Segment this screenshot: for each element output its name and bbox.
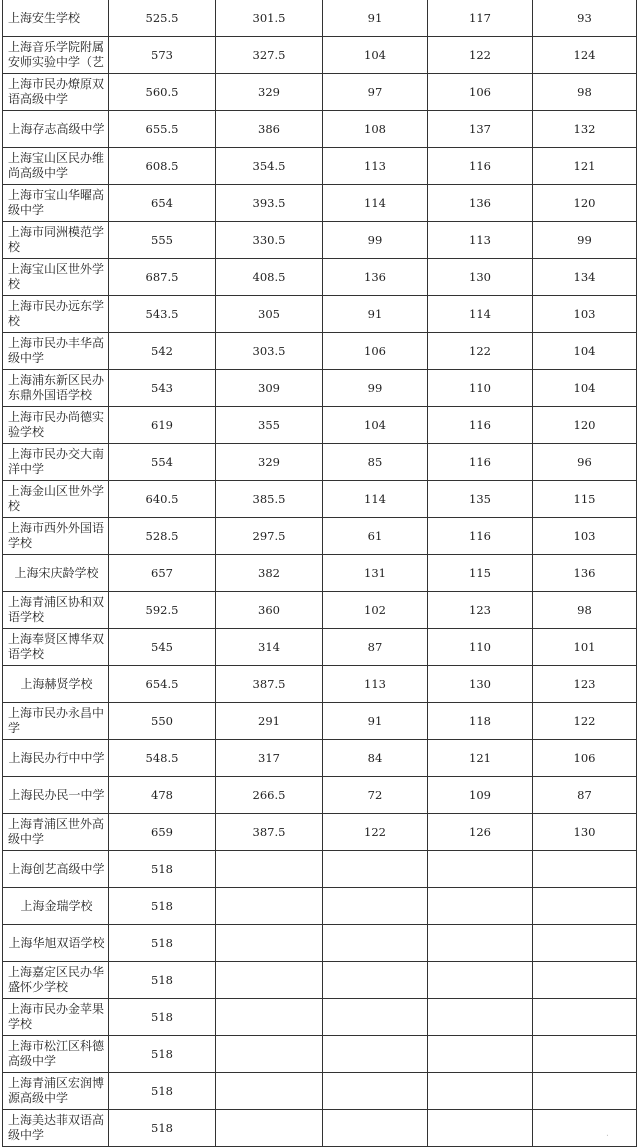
score-cell <box>323 1073 428 1110</box>
score-cell <box>428 1073 533 1110</box>
score-cell: 84 <box>323 740 428 777</box>
score-cell: 408.5 <box>216 259 323 296</box>
score-cell <box>216 1073 323 1110</box>
table-row <box>3 851 637 888</box>
table-row <box>3 370 637 407</box>
watermark: · <box>605 1131 609 1142</box>
score-cell: 120 <box>533 407 637 444</box>
score-cell: 542 <box>109 333 216 370</box>
score-cell: 327.5 <box>216 37 323 74</box>
school-name-cell: 上海创艺高级中学 <box>3 851 109 888</box>
score-cell <box>216 888 323 925</box>
score-cell: 301.5 <box>216 0 323 37</box>
table-row <box>3 888 637 925</box>
score-cell: 387.5 <box>216 814 323 851</box>
school-name-cell: 上海青浦区宏润博源高级中学 <box>3 1073 109 1110</box>
score-cell: 550 <box>109 703 216 740</box>
score-cell: 99 <box>323 370 428 407</box>
score-cell: 545 <box>109 629 216 666</box>
score-cell: 385.5 <box>216 481 323 518</box>
score-cell: 91 <box>323 703 428 740</box>
table-row <box>3 74 637 111</box>
score-cell <box>323 962 428 999</box>
score-cell <box>428 925 533 962</box>
score-cell: 560.5 <box>109 74 216 111</box>
score-cell: 116 <box>428 444 533 481</box>
score-cell: 134 <box>533 259 637 296</box>
score-cell: 114 <box>323 481 428 518</box>
score-cell: 99 <box>323 222 428 259</box>
school-name-cell: 上海宝山区民办维尚高级中学 <box>3 148 109 185</box>
score-cell: 87 <box>323 629 428 666</box>
score-cell: 131 <box>323 555 428 592</box>
school-name-cell: 上海市民办尚德实验学校 <box>3 407 109 444</box>
score-cell: 130 <box>533 814 637 851</box>
score-cell: 87 <box>533 777 637 814</box>
score-cell: 114 <box>428 296 533 333</box>
school-name-cell: 上海美达菲双语高级中学 <box>3 1110 109 1147</box>
score-cell: 382 <box>216 555 323 592</box>
score-cell <box>323 999 428 1036</box>
score-cell <box>533 1110 637 1147</box>
score-cell: 123 <box>428 592 533 629</box>
score-cell: 113 <box>428 222 533 259</box>
score-cell: 91 <box>323 0 428 37</box>
table-row <box>3 444 637 481</box>
score-cell: 101 <box>533 629 637 666</box>
score-cell: 554 <box>109 444 216 481</box>
score-cell <box>533 888 637 925</box>
school-name-cell: 上海市民办远东学校 <box>3 296 109 333</box>
table-row <box>3 814 637 851</box>
score-cell: 687.5 <box>109 259 216 296</box>
score-cell: 548.5 <box>109 740 216 777</box>
score-cell <box>428 888 533 925</box>
school-name-cell: 上海音乐学院附属安师实验中学（艺 <box>3 37 109 74</box>
table-row <box>3 666 637 703</box>
score-cell <box>216 1036 323 1073</box>
score-cell <box>323 851 428 888</box>
school-name-cell: 上海宝山区世外学校 <box>3 259 109 296</box>
school-name-cell: 上海市同洲模范学校 <box>3 222 109 259</box>
score-cell <box>216 1110 323 1147</box>
table-row <box>3 629 637 666</box>
score-cell: 360 <box>216 592 323 629</box>
score-cell: 136 <box>323 259 428 296</box>
school-name-cell: 上海市宝山华曜高级中学 <box>3 185 109 222</box>
score-cell: 113 <box>323 666 428 703</box>
score-cell: 137 <box>428 111 533 148</box>
table-row <box>3 481 637 518</box>
score-cell: 104 <box>533 333 637 370</box>
score-cell: 518 <box>109 851 216 888</box>
score-cell <box>216 925 323 962</box>
score-cell: 655.5 <box>109 111 216 148</box>
score-cell: 329 <box>216 74 323 111</box>
score-cell: 115 <box>533 481 637 518</box>
school-name-cell: 上海青浦区世外高级中学 <box>3 814 109 851</box>
score-cell <box>323 888 428 925</box>
score-cell: 518 <box>109 1036 216 1073</box>
table-row <box>3 148 637 185</box>
score-cell <box>216 962 323 999</box>
table-row <box>3 962 637 999</box>
score-cell: 122 <box>428 333 533 370</box>
score-cell: 124 <box>533 37 637 74</box>
score-cell: 132 <box>533 111 637 148</box>
school-name-cell: 上海市民办永昌中学 <box>3 703 109 740</box>
school-name-cell: 上海安生学校 <box>3 0 109 37</box>
score-cell: 114 <box>323 185 428 222</box>
score-cell: 122 <box>323 814 428 851</box>
score-cell: 120 <box>533 185 637 222</box>
school-name-cell: 上海市民办燎原双语高级中学 <box>3 74 109 111</box>
score-cell: 478 <box>109 777 216 814</box>
score-cell: 330.5 <box>216 222 323 259</box>
score-cell: 640.5 <box>109 481 216 518</box>
school-name-cell: 上海市民办金苹果学校 <box>3 999 109 1036</box>
score-cell: 305 <box>216 296 323 333</box>
score-cell: 518 <box>109 1110 216 1147</box>
score-cell: 291 <box>216 703 323 740</box>
score-cell: 85 <box>323 444 428 481</box>
school-score-table <box>2 0 637 1147</box>
school-name-cell: 上海青浦区协和双语学校 <box>3 592 109 629</box>
score-cell: 106 <box>323 333 428 370</box>
table-row <box>3 222 637 259</box>
score-cell: 122 <box>428 37 533 74</box>
score-cell: 518 <box>109 1073 216 1110</box>
table-row <box>3 185 637 222</box>
score-cell: 122 <box>533 703 637 740</box>
score-cell: 135 <box>428 481 533 518</box>
score-cell: 116 <box>428 518 533 555</box>
score-cell <box>533 851 637 888</box>
score-cell: 126 <box>428 814 533 851</box>
score-cell: 116 <box>428 148 533 185</box>
score-cell: 99 <box>533 222 637 259</box>
score-cell: 573 <box>109 37 216 74</box>
score-cell: 102 <box>323 592 428 629</box>
score-cell: 61 <box>323 518 428 555</box>
table-row <box>3 1110 637 1147</box>
school-name-cell: 上海浦东新区民办东鼎外国语学校 <box>3 370 109 407</box>
score-cell <box>428 999 533 1036</box>
table-row <box>3 740 637 777</box>
score-cell: 136 <box>533 555 637 592</box>
table-row <box>3 777 637 814</box>
score-cell <box>533 925 637 962</box>
score-cell <box>533 1036 637 1073</box>
school-name-cell: 上海市西外外国语学校 <box>3 518 109 555</box>
table-row <box>3 259 637 296</box>
score-cell: 518 <box>109 925 216 962</box>
score-cell: 659 <box>109 814 216 851</box>
score-cell: 121 <box>428 740 533 777</box>
score-cell: 106 <box>533 740 637 777</box>
score-cell: 314 <box>216 629 323 666</box>
score-cell: 98 <box>533 74 637 111</box>
score-cell: 117 <box>428 0 533 37</box>
score-cell: 329 <box>216 444 323 481</box>
table-row <box>3 296 637 333</box>
table-row <box>3 407 637 444</box>
score-cell: 317 <box>216 740 323 777</box>
score-cell: 91 <box>323 296 428 333</box>
table-row <box>3 703 637 740</box>
score-cell: 113 <box>323 148 428 185</box>
score-cell <box>428 1110 533 1147</box>
score-cell: 297.5 <box>216 518 323 555</box>
score-cell: 354.5 <box>216 148 323 185</box>
score-cell: 555 <box>109 222 216 259</box>
score-cell: 109 <box>428 777 533 814</box>
table-row <box>3 925 637 962</box>
score-cell: 104 <box>533 370 637 407</box>
score-cell: 654.5 <box>109 666 216 703</box>
score-cell: 608.5 <box>109 148 216 185</box>
score-cell: 110 <box>428 370 533 407</box>
score-cell: 592.5 <box>109 592 216 629</box>
school-name-cell: 上海嘉定区民办华盛怀少学校 <box>3 962 109 999</box>
score-cell: 98 <box>533 592 637 629</box>
score-cell: 130 <box>428 666 533 703</box>
score-cell: 518 <box>109 888 216 925</box>
score-cell <box>428 1036 533 1073</box>
school-name-cell: 上海市民办丰华高级中学 <box>3 333 109 370</box>
score-cell <box>428 962 533 999</box>
score-cell: 387.5 <box>216 666 323 703</box>
score-cell: 518 <box>109 999 216 1036</box>
score-cell: 657 <box>109 555 216 592</box>
table-row <box>3 1036 637 1073</box>
score-cell: 543 <box>109 370 216 407</box>
table-row <box>3 1073 637 1110</box>
score-cell: 96 <box>533 444 637 481</box>
school-name-cell: 上海宋庆龄学校 <box>3 555 109 592</box>
score-cell: 543.5 <box>109 296 216 333</box>
school-name-cell: 上海奉贤区博华双语学校 <box>3 629 109 666</box>
table-row <box>3 999 637 1036</box>
table-row <box>3 333 637 370</box>
score-cell: 103 <box>533 518 637 555</box>
score-cell <box>216 851 323 888</box>
table-row <box>3 111 637 148</box>
school-name-cell: 上海华旭双语学校 <box>3 925 109 962</box>
school-name-cell: 上海金瑞学校 <box>3 888 109 925</box>
score-cell: 115 <box>428 555 533 592</box>
school-name-cell: 上海民办行中中学 <box>3 740 109 777</box>
score-cell: 528.5 <box>109 518 216 555</box>
school-name-cell: 上海金山区世外学校 <box>3 481 109 518</box>
school-name-cell: 上海市民办交大南洋中学 <box>3 444 109 481</box>
score-cell: 123 <box>533 666 637 703</box>
table-row <box>3 518 637 555</box>
score-cell <box>428 851 533 888</box>
score-cell: 386 <box>216 111 323 148</box>
score-cell: 619 <box>109 407 216 444</box>
score-cell: 118 <box>428 703 533 740</box>
score-cell: 518 <box>109 962 216 999</box>
score-cell: 355 <box>216 407 323 444</box>
table-row <box>3 592 637 629</box>
score-cell <box>323 1036 428 1073</box>
score-cell: 654 <box>109 185 216 222</box>
score-cell <box>533 962 637 999</box>
score-cell: 136 <box>428 185 533 222</box>
score-cell: 130 <box>428 259 533 296</box>
score-cell <box>323 925 428 962</box>
score-cell: 266.5 <box>216 777 323 814</box>
school-name-cell: 上海民办民一中学 <box>3 777 109 814</box>
score-cell: 104 <box>323 37 428 74</box>
score-cell: 106 <box>428 74 533 111</box>
score-cell: 104 <box>323 407 428 444</box>
score-cell: 303.5 <box>216 333 323 370</box>
table-row <box>3 0 637 37</box>
score-cell: 121 <box>533 148 637 185</box>
school-name-cell: 上海市松江区科德高级中学 <box>3 1036 109 1073</box>
score-cell <box>323 1110 428 1147</box>
school-name-cell: 上海赫贤学校 <box>3 666 109 703</box>
score-cell: 116 <box>428 407 533 444</box>
score-cell: 93 <box>533 0 637 37</box>
table-row <box>3 555 637 592</box>
score-cell: 103 <box>533 296 637 333</box>
score-cell <box>216 999 323 1036</box>
score-cell <box>533 1073 637 1110</box>
score-cell: 393.5 <box>216 185 323 222</box>
score-cell: 309 <box>216 370 323 407</box>
score-cell: 72 <box>323 777 428 814</box>
score-cell <box>533 999 637 1036</box>
school-name-cell: 上海存志高级中学 <box>3 111 109 148</box>
score-cell: 108 <box>323 111 428 148</box>
table-row <box>3 37 637 74</box>
score-cell: 97 <box>323 74 428 111</box>
score-cell: 525.5 <box>109 0 216 37</box>
score-cell: 110 <box>428 629 533 666</box>
